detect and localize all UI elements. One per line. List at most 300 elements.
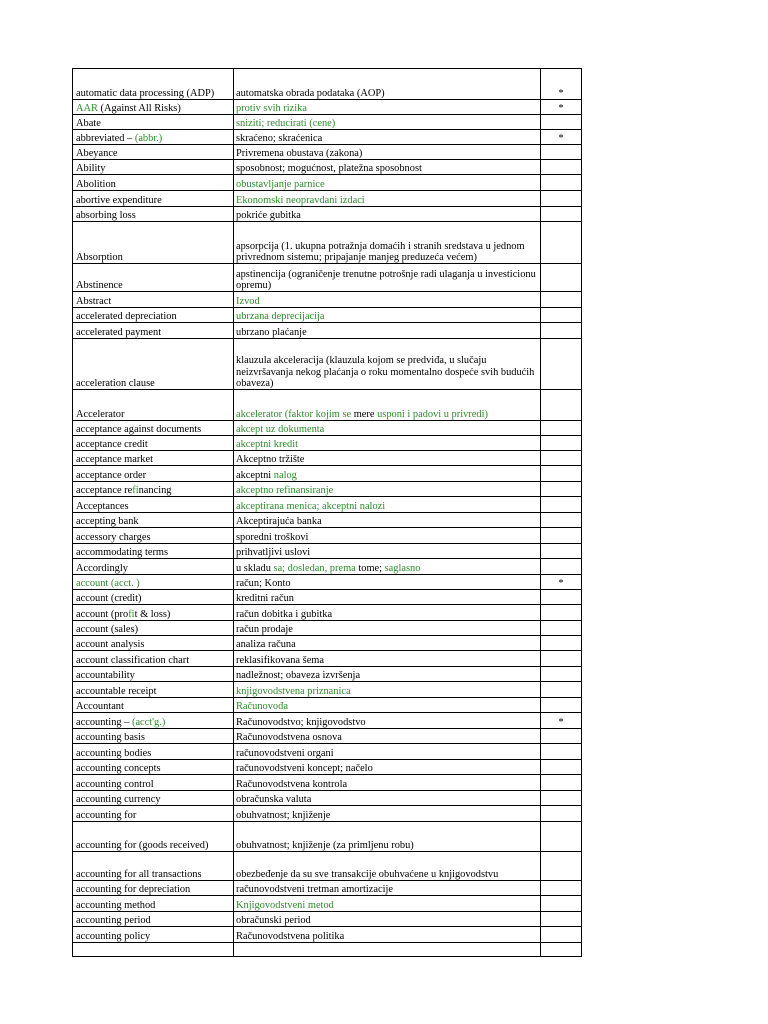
- asterisk-mark: *: [558, 87, 564, 99]
- translation-text: akceptno refinansiranje: [236, 484, 334, 496]
- mark-cell: [541, 308, 582, 323]
- term-text: acceptance order: [76, 469, 147, 481]
- translation-text: akceptni: [236, 469, 274, 481]
- term-text: accountable receipt: [76, 685, 157, 697]
- term-text: accounting period: [76, 914, 151, 926]
- term-cell: [73, 621, 234, 636]
- mark-cell: [541, 451, 582, 466]
- term-cell: [73, 822, 234, 852]
- mark-cell: [541, 207, 582, 222]
- mark-cell: [541, 682, 582, 698]
- term-cell: [73, 636, 234, 651]
- mark-cell: [541, 160, 582, 175]
- translation-text: klauzula akceleracija (klauzula kojom se predviđa, u slučaju neizvršavanja nekog plaćanja o roku momentalno dospeće svih budućih obaveza): [236, 355, 535, 389]
- translation-text: Računovođa: [236, 700, 288, 712]
- term-cell: [73, 100, 234, 115]
- mark-cell: [541, 896, 582, 912]
- glossary-table: [72, 68, 582, 957]
- translation-cell: [234, 544, 541, 559]
- term-cell: [73, 466, 234, 482]
- mark-cell: [541, 513, 582, 528]
- translation-cell: [234, 115, 541, 130]
- term-cell: [73, 436, 234, 451]
- term-text: account (pro: [76, 608, 129, 620]
- translation-cell: [234, 559, 541, 575]
- term-cell: [73, 339, 234, 390]
- translation-text: Računovodstvena osnova: [236, 731, 342, 743]
- translation-cell: [234, 881, 541, 896]
- term-cell: [73, 943, 234, 957]
- table-row: [73, 744, 582, 760]
- term-cell: [73, 881, 234, 896]
- table-row: [73, 651, 582, 667]
- translation-text: sposobnost; mogućnost, platežna sposobnost: [236, 162, 422, 174]
- table-row: [73, 544, 582, 559]
- term-cell: [73, 207, 234, 222]
- table-row: [73, 713, 582, 729]
- translation-text: Računovodstvena politika: [236, 930, 345, 942]
- translation-text: akceptirana menica; akceptni nalozi: [236, 500, 386, 512]
- translation-cell: [234, 806, 541, 822]
- mark-cell: [541, 590, 582, 605]
- translation-text: obuhvatnost; knjiženje (za primljenu robu): [236, 839, 414, 851]
- mark-cell: [541, 100, 582, 115]
- translation-text: ubrzano plaćanje: [236, 326, 307, 338]
- table-row: [73, 528, 582, 544]
- mark-cell: [541, 222, 582, 264]
- table-row: [73, 791, 582, 806]
- term-text: accounting concepts: [76, 762, 161, 774]
- table-row: [73, 323, 582, 339]
- translation-text: nadležnost; obaveza izvršenja: [236, 669, 361, 681]
- term-cell: [73, 308, 234, 323]
- table-row: [73, 115, 582, 130]
- term-text: accounting for all transactions: [76, 868, 202, 880]
- term-cell: [73, 421, 234, 436]
- mark-cell: [541, 421, 582, 436]
- term-cell: [73, 852, 234, 881]
- translation-text: račun; Konto: [236, 577, 291, 589]
- term-text: fi: [132, 484, 139, 496]
- table-row: [73, 130, 582, 145]
- mark-cell: [541, 436, 582, 451]
- term-cell: [73, 559, 234, 575]
- translation-cell: [234, 682, 541, 698]
- table-row: [73, 682, 582, 698]
- term-cell: [73, 130, 234, 145]
- term-cell: [73, 744, 234, 760]
- translation-cell: [234, 744, 541, 760]
- table-row: [73, 667, 582, 682]
- translation-text: obračunski period: [236, 914, 311, 926]
- term-text: account (credit): [76, 592, 142, 604]
- table-row: [73, 292, 582, 308]
- translation-text: Knjigovodstveni metod: [236, 899, 334, 911]
- translation-cell: [234, 339, 541, 390]
- term-cell: [73, 667, 234, 682]
- term-text: abbreviated –: [76, 132, 135, 144]
- table-row: [73, 881, 582, 896]
- table-row: [73, 390, 582, 421]
- term-text: Absorption: [76, 251, 123, 263]
- term-cell: [73, 698, 234, 713]
- mark-cell: [541, 264, 582, 292]
- translation-cell: [234, 760, 541, 775]
- translation-cell: [234, 308, 541, 323]
- term-cell: [73, 323, 234, 339]
- term-text: accepting bank: [76, 515, 139, 527]
- table-row: [73, 191, 582, 207]
- mark-cell: [541, 806, 582, 822]
- term-cell: [73, 264, 234, 292]
- table-row: [73, 145, 582, 160]
- term-cell: [73, 191, 234, 207]
- term-text: accounting basis: [76, 731, 145, 743]
- translation-cell: [234, 651, 541, 667]
- mark-cell: [541, 130, 582, 145]
- term-text: accounting method: [76, 899, 156, 911]
- translation-text: Ekonomski neopravdani izdaci: [236, 194, 365, 206]
- mark-cell: [541, 145, 582, 160]
- mark-cell: [541, 698, 582, 713]
- term-cell: [73, 713, 234, 729]
- translation-cell: [234, 160, 541, 175]
- translation-cell: [234, 605, 541, 621]
- table-row: [73, 852, 582, 881]
- table-row: [73, 451, 582, 466]
- glossary-rows: [73, 69, 582, 957]
- mark-cell: [541, 292, 582, 308]
- term-text: accessory charges: [76, 531, 151, 543]
- term-cell: [73, 160, 234, 175]
- translation-cell: [234, 528, 541, 544]
- translation-text: računovodstveni organi: [236, 747, 334, 759]
- table-row: [73, 621, 582, 636]
- mark-cell: [541, 323, 582, 339]
- term-cell: [73, 651, 234, 667]
- mark-cell: [541, 760, 582, 775]
- translation-cell: [234, 482, 541, 497]
- table-row: [73, 636, 582, 651]
- term-cell: [73, 482, 234, 497]
- table-row: [73, 339, 582, 390]
- translation-cell: [234, 943, 541, 957]
- term-text: (acct'g.): [131, 716, 166, 728]
- translation-text: Akceptno tržište: [236, 453, 305, 465]
- term-text: (Against All Risks): [97, 102, 181, 114]
- translation-cell: [234, 421, 541, 436]
- mark-cell: [541, 927, 582, 943]
- translation-text: obezbeđenje da su sve transakcije obuhvaćene u knjigovodstvu: [236, 868, 499, 880]
- term-cell: [73, 605, 234, 621]
- translation-cell: [234, 590, 541, 605]
- translation-text: usponi i padovi u privredi): [377, 408, 488, 420]
- term-cell: [73, 544, 234, 559]
- term-text: Abeyance: [76, 147, 118, 159]
- mark-cell: [541, 528, 582, 544]
- term-cell: [73, 145, 234, 160]
- term-text: Abolition: [76, 178, 116, 190]
- mark-cell: [541, 912, 582, 927]
- translation-cell: [234, 130, 541, 145]
- translation-text: analiza računa: [236, 638, 296, 650]
- table-row: [73, 497, 582, 513]
- mark-cell: [541, 744, 582, 760]
- table-row: [73, 559, 582, 575]
- term-text: Accelerator: [76, 408, 125, 420]
- term-text: nancing: [138, 484, 172, 496]
- term-text: fi: [128, 608, 135, 620]
- table-row: [73, 482, 582, 497]
- term-text: accounting for depreciation: [76, 883, 191, 895]
- term-cell: [73, 513, 234, 528]
- mark-cell: [541, 791, 582, 806]
- translation-text: Privremena obustava (zakona): [236, 147, 363, 159]
- translation-text: akcelerator (faktor kojim se: [236, 408, 354, 420]
- mark-cell: [541, 175, 582, 191]
- mark-cell: [541, 466, 582, 482]
- term-cell: [73, 175, 234, 191]
- translation-cell: [234, 145, 541, 160]
- term-text: accelerated depreciation: [76, 310, 177, 322]
- term-cell: [73, 791, 234, 806]
- translation-text: prihvatljivi uslovi: [236, 546, 311, 558]
- term-text: account classification chart: [76, 654, 190, 666]
- term-text: AAR: [76, 102, 98, 114]
- translation-cell: [234, 100, 541, 115]
- translation-cell: [234, 451, 541, 466]
- translation-text: sporedni troškovi: [236, 531, 309, 543]
- translation-cell: [234, 713, 541, 729]
- asterisk-mark: *: [558, 102, 564, 114]
- translation-cell: [234, 207, 541, 222]
- term-text: (abbr.): [134, 132, 163, 144]
- translation-text: reklasifikovana šema: [236, 654, 324, 666]
- translation-text: mere: [353, 408, 378, 420]
- table-row: [73, 436, 582, 451]
- translation-text: akcept uz dokumenta: [236, 423, 325, 435]
- term-cell: [73, 69, 234, 100]
- mark-cell: [541, 822, 582, 852]
- table-row: [73, 822, 582, 852]
- translation-cell: [234, 222, 541, 264]
- term-text: Abate: [76, 117, 101, 129]
- translation-text: automatska obrada podataka (AOP): [236, 87, 385, 99]
- translation-cell: [234, 912, 541, 927]
- table-row: [73, 575, 582, 590]
- translation-text: obustavljanje parnice: [236, 178, 325, 190]
- table-row: [73, 698, 582, 713]
- translation-text: sniziti; reducirati (cene): [236, 117, 336, 129]
- translation-text: Izvod: [236, 295, 260, 307]
- table-row: [73, 927, 582, 943]
- translation-cell: [234, 466, 541, 482]
- translation-text: obuhvatnost; knjiženje: [236, 809, 331, 821]
- translation-text: akceptni kredit: [236, 438, 299, 450]
- term-text: Acceptances: [76, 500, 129, 512]
- term-cell: [73, 115, 234, 130]
- term-text: acceleration clause: [76, 377, 155, 389]
- term-cell: [73, 682, 234, 698]
- term-cell: [73, 912, 234, 927]
- translation-text: apstinencija (ograničenje trenutne potrošnje radi ulaganja u investicionu opremu): [236, 268, 536, 291]
- table-row: [73, 175, 582, 191]
- table-row: [73, 421, 582, 436]
- table-row: [73, 912, 582, 927]
- translation-cell: [234, 636, 541, 651]
- table-row: [73, 590, 582, 605]
- table-row: [73, 160, 582, 175]
- mark-cell: [541, 636, 582, 651]
- translation-text: tome;: [355, 562, 385, 574]
- translation-text: protiv svih rizika: [236, 102, 307, 114]
- term-text: account (sales): [76, 623, 139, 635]
- translation-cell: [234, 927, 541, 943]
- translation-cell: [234, 822, 541, 852]
- term-cell: [73, 775, 234, 791]
- mark-cell: [541, 651, 582, 667]
- table-row: [73, 513, 582, 528]
- term-text: accounting policy: [76, 930, 151, 942]
- table-row: [73, 605, 582, 621]
- translation-text: pokriće gubitka: [236, 209, 301, 221]
- translation-cell: [234, 292, 541, 308]
- translation-cell: [234, 575, 541, 590]
- translation-text: u skladu: [236, 562, 274, 574]
- translation-text: računovodstveni tretman amortizacije: [236, 883, 393, 895]
- term-text: accounting –: [76, 716, 132, 728]
- translation-text: sa; dosledan, prema: [273, 562, 356, 574]
- term-text: Abstract: [76, 295, 112, 307]
- term-text: accommodating terms: [76, 546, 169, 558]
- translation-text: račun prodaje: [236, 623, 293, 635]
- translation-text: saglasno: [384, 562, 421, 574]
- translation-cell: [234, 390, 541, 421]
- asterisk-mark: *: [558, 577, 564, 589]
- mark-cell: [541, 390, 582, 421]
- translation-text: Računovodstvo; knjigovodstvo: [236, 716, 366, 728]
- translation-text: obračunska valuta: [236, 793, 312, 805]
- mark-cell: [541, 69, 582, 100]
- term-cell: [73, 896, 234, 912]
- translation-cell: [234, 513, 541, 528]
- table-row: [73, 943, 582, 957]
- translation-text: nalog: [273, 469, 297, 481]
- translation-cell: [234, 191, 541, 207]
- mark-cell: [541, 713, 582, 729]
- term-cell: [73, 729, 234, 744]
- term-cell: [73, 390, 234, 421]
- term-text: accounting for: [76, 809, 137, 821]
- asterisk-mark: *: [558, 132, 564, 144]
- translation-text: knjigovodstvena priznanica: [236, 685, 351, 697]
- translation-cell: [234, 264, 541, 292]
- translation-text: apsorpcija (1. ukupna potražnja domaćih i stranih sredstava u jednom privrednom sistemu; pripajanje manjeg preduzeća većem): [236, 240, 525, 263]
- translation-cell: [234, 896, 541, 912]
- mark-cell: [541, 497, 582, 513]
- table-row: [73, 308, 582, 323]
- term-text: acceptance market: [76, 453, 154, 465]
- translation-cell: [234, 323, 541, 339]
- mark-cell: [541, 667, 582, 682]
- table-row: [73, 896, 582, 912]
- table-row: [73, 222, 582, 264]
- mark-cell: [541, 575, 582, 590]
- mark-cell: [541, 621, 582, 636]
- asterisk-mark: *: [558, 716, 564, 728]
- translation-cell: [234, 698, 541, 713]
- term-cell: [73, 575, 234, 590]
- translation-cell: [234, 436, 541, 451]
- term-cell: [73, 292, 234, 308]
- term-text: Accountant: [76, 700, 124, 712]
- term-cell: [73, 222, 234, 264]
- term-text: acceptance credit: [76, 438, 148, 450]
- translation-text: računovodstveni koncept; načelo: [236, 762, 373, 774]
- term-cell: [73, 497, 234, 513]
- mark-cell: [541, 943, 582, 957]
- table-row: [73, 729, 582, 744]
- mark-cell: [541, 191, 582, 207]
- mark-cell: [541, 339, 582, 390]
- table-row: [73, 69, 582, 100]
- term-cell: [73, 760, 234, 775]
- translation-cell: [234, 497, 541, 513]
- mark-cell: [541, 482, 582, 497]
- translation-text: ubrzana deprecijacija: [236, 310, 325, 322]
- term-text: acceptance against documents: [76, 423, 202, 435]
- term-text: accelerated payment: [76, 326, 162, 338]
- term-text: absorbing loss: [76, 209, 136, 221]
- table-row: [73, 207, 582, 222]
- translation-text: Akceptirajuća banka: [236, 515, 322, 527]
- term-text: account (acct. ): [76, 577, 140, 589]
- translation-cell: [234, 69, 541, 100]
- table-row: [73, 466, 582, 482]
- mark-cell: [541, 115, 582, 130]
- term-text: Ability: [76, 162, 106, 174]
- term-text: accounting control: [76, 778, 154, 790]
- term-text: acceptance re: [76, 484, 133, 496]
- mark-cell: [541, 852, 582, 881]
- translation-cell: [234, 729, 541, 744]
- term-text: account analysis: [76, 638, 145, 650]
- mark-cell: [541, 544, 582, 559]
- term-text: accounting for (goods received): [76, 839, 209, 851]
- term-text: t & loss): [134, 608, 171, 620]
- translation-text: račun dobitka i gubitka: [236, 608, 333, 620]
- translation-text: Računovodstvena kontrola: [236, 778, 348, 790]
- term-text: accounting bodies: [76, 747, 152, 759]
- term-text: automatic data processing (ADP): [76, 87, 215, 99]
- mark-cell: [541, 559, 582, 575]
- translation-text: skraćeno; skraćenica: [236, 132, 323, 144]
- mark-cell: [541, 729, 582, 744]
- term-text: abortive expenditure: [76, 194, 162, 206]
- term-cell: [73, 590, 234, 605]
- term-text: Accordingly: [76, 562, 128, 574]
- table-row: [73, 806, 582, 822]
- translation-cell: [234, 621, 541, 636]
- term-text: Abstinence: [76, 279, 123, 291]
- table-row: [73, 775, 582, 791]
- translation-cell: [234, 175, 541, 191]
- mark-cell: [541, 775, 582, 791]
- translation-cell: [234, 667, 541, 682]
- table-row: [73, 760, 582, 775]
- term-cell: [73, 451, 234, 466]
- term-cell: [73, 806, 234, 822]
